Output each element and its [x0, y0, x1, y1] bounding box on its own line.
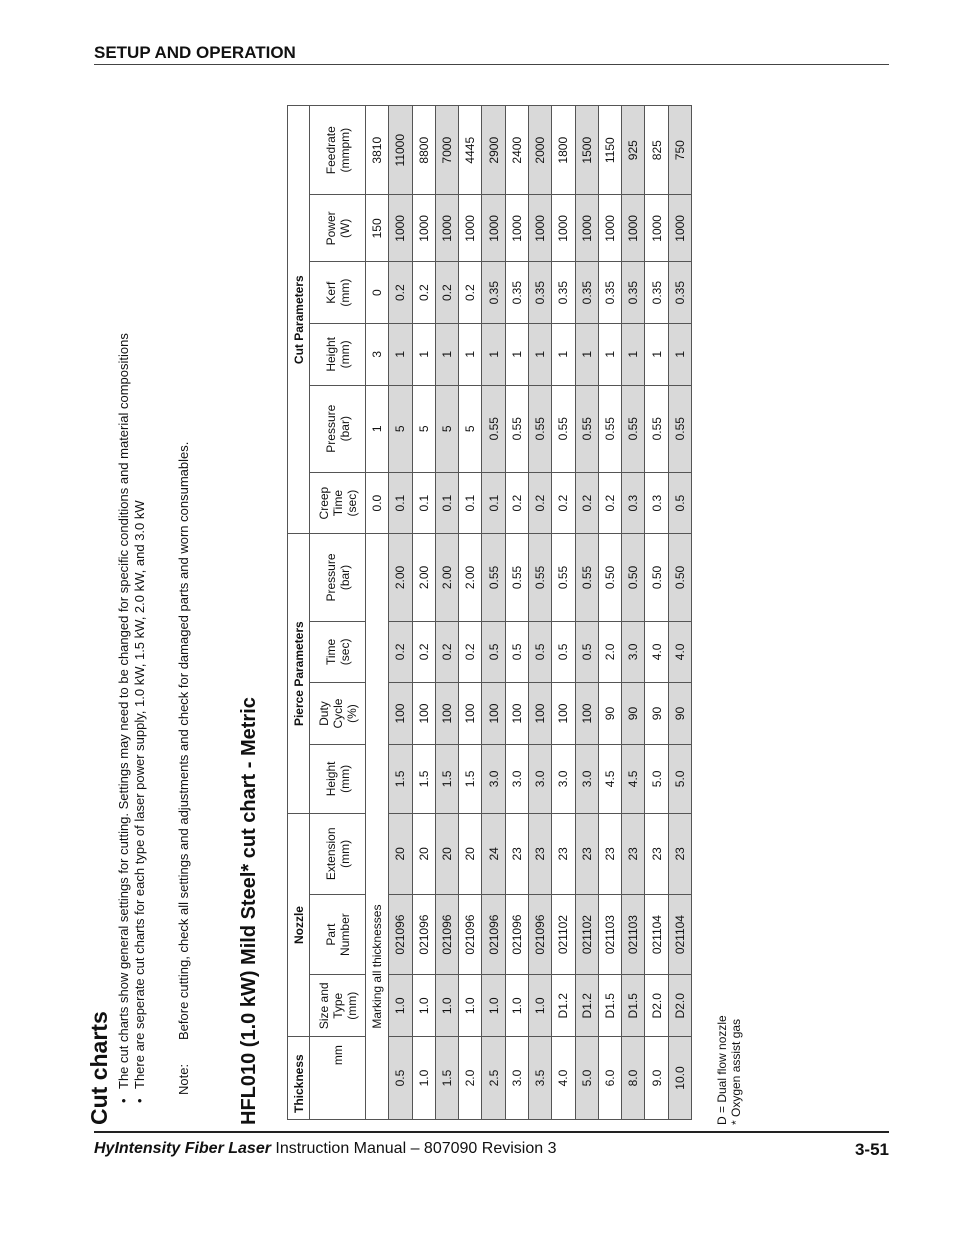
table-row	[459, 106, 482, 1120]
col-header-line: Creep	[316, 486, 331, 520]
cell-cut-height: 1	[505, 324, 528, 386]
col-header-line: (%)	[344, 704, 359, 723]
table-row	[389, 106, 412, 1120]
cell-duty-cycle: 100	[459, 683, 482, 745]
cell-size-type: 1.0	[412, 975, 435, 1037]
cell-cut-pressure: 5	[412, 385, 435, 472]
cell-feedrate: 11000	[389, 106, 412, 195]
col-header-line: Time	[323, 638, 338, 665]
cell-feedrate: 7000	[435, 106, 458, 195]
cell-power: 1000	[435, 195, 458, 262]
cell-creep-time: 0.1	[389, 472, 412, 534]
cell-pierce-pressure: 0.50	[622, 534, 645, 621]
cell-pierce-pressure: 0.55	[552, 534, 575, 621]
cell-mm: 10.0	[668, 1037, 691, 1120]
cell-pierce-height: 1.5	[459, 744, 482, 813]
cell-part-number: 021096	[528, 894, 551, 975]
cell-kerf: 0.35	[505, 262, 528, 324]
footer-brand: HyIntensity Fiber Laser	[94, 1140, 271, 1157]
col-header-line: Kerf	[323, 281, 338, 304]
col-header-line: Height	[323, 336, 338, 372]
section-title: Cut charts	[86, 1011, 112, 1125]
cell-part-number: 021096	[459, 894, 482, 975]
cell-power: 1000	[668, 195, 691, 262]
cell-feedrate: 750	[668, 106, 691, 195]
cell-pierce-time: 3.0	[622, 621, 645, 683]
cell-creep-time: 0.0	[366, 472, 389, 534]
table-row	[482, 106, 505, 1120]
cell-feedrate: 1150	[598, 106, 621, 195]
cell-pierce-time: 4.0	[668, 621, 691, 683]
cell-duty-cycle: 100	[552, 683, 575, 745]
col-header-creep-time	[310, 472, 366, 534]
cell-creep-time: 0.2	[575, 472, 598, 534]
col-header-pierce-pressure	[310, 534, 366, 621]
cell-extension: 23	[552, 813, 575, 894]
cell-duty-cycle: 90	[622, 683, 645, 745]
cell-cut-height: 1	[645, 324, 668, 386]
cell-mm: 2.5	[482, 1037, 505, 1120]
col-header-line: (W)	[337, 218, 352, 239]
cell-duty-cycle: 100	[575, 683, 598, 745]
cell-cut-pressure: 5	[435, 385, 458, 472]
cell-cut-height: 1	[622, 324, 645, 386]
cell-power: 1000	[412, 195, 435, 262]
cell-power: 1000	[482, 195, 505, 262]
cell-pierce-height: 1.5	[435, 744, 458, 813]
cell-pierce-time: 0.2	[412, 621, 435, 683]
table-row	[598, 106, 621, 1120]
cell-size-type: 1.0	[482, 975, 505, 1037]
col-header-line: Pressure	[323, 404, 338, 453]
cell-pierce-time: 0.2	[459, 621, 482, 683]
col-header-line: Height	[323, 761, 338, 797]
cell-cut-pressure: 0.55	[575, 385, 598, 472]
cell-extension: 23	[645, 813, 668, 894]
col-header-line: Type	[330, 992, 345, 1019]
cell-pierce-height: 5.0	[668, 744, 691, 813]
cell-kerf: 0.2	[459, 262, 482, 324]
cell-mm: 0.5	[389, 1037, 412, 1120]
cell-pierce-height: 3.0	[575, 744, 598, 813]
marking-label: Marking all thicknesses	[366, 534, 389, 1037]
col-header-line: Pressure	[323, 553, 338, 602]
cell-cut-pressure: 0.55	[598, 385, 621, 472]
cell-cut-height: 1	[412, 324, 435, 386]
cell-cut-pressure: 0.55	[668, 385, 691, 472]
cell-pierce-height: 3.0	[482, 744, 505, 813]
cell-cut-pressure: 0.55	[482, 385, 505, 472]
cell-cut-pressure: 0.55	[505, 385, 528, 472]
cell-size-type: D1.5	[622, 975, 645, 1037]
cell-part-number: 021096	[389, 894, 412, 975]
cell-pierce-time: 0.5	[528, 621, 551, 683]
col-header-feedrate	[310, 106, 366, 195]
col-header-duty-cycle	[310, 683, 366, 745]
cell-pierce-time: 2.0	[598, 621, 621, 683]
cell-cut-height: 1	[552, 324, 575, 386]
column-header-row	[310, 106, 366, 1120]
cell-pierce-height: 3.0	[505, 744, 528, 813]
cell-duty-cycle: 100	[389, 683, 412, 745]
cell-cut-pressure: 5	[389, 385, 412, 472]
cell-power: 1000	[505, 195, 528, 262]
cell-power: 1000	[459, 195, 482, 262]
group-header-row	[288, 106, 310, 1120]
cell-extension: 23	[528, 813, 551, 894]
cell-cut-pressure: 1	[366, 385, 389, 472]
cell-creep-time: 0.3	[622, 472, 645, 534]
group-pierce: Pierce Parameters	[288, 534, 310, 814]
footer-divider	[94, 1131, 889, 1133]
cell-feedrate: 925	[622, 106, 645, 195]
cell-duty-cycle: 100	[528, 683, 551, 745]
cell-cut-pressure: 5	[459, 385, 482, 472]
cell-kerf: 0.2	[412, 262, 435, 324]
cell-mm: 3.5	[528, 1037, 551, 1120]
footnote: D = Dual flow nozzle	[715, 1015, 729, 1125]
group-thickness: Thickness	[288, 1037, 310, 1120]
cell-cut-height: 1	[435, 324, 458, 386]
cell-power: 1000	[575, 195, 598, 262]
cell-pierce-height: 3.0	[528, 744, 551, 813]
cell-creep-time: 0.3	[645, 472, 668, 534]
cell-part-number: 021104	[645, 894, 668, 975]
col-header-line: (sec)	[337, 638, 352, 666]
cell-size-type: D1.5	[598, 975, 621, 1037]
cell-creep-time: 0.1	[412, 472, 435, 534]
col-header-pierce-time	[310, 621, 366, 683]
cell-cut-height: 1	[528, 324, 551, 386]
cell-cut-pressure: 0.55	[645, 385, 668, 472]
cell-pierce-time: 0.2	[389, 621, 412, 683]
cell-cut-pressure: 0.55	[552, 385, 575, 472]
table-row	[552, 106, 575, 1120]
cell-extension: 20	[412, 813, 435, 894]
cell-size-type: 1.0	[435, 975, 458, 1037]
cell-feedrate: 4445	[459, 106, 482, 195]
cell-part-number: 021096	[435, 894, 458, 975]
cell-mm: 4.0	[552, 1037, 575, 1120]
cell-cut-pressure: 0.55	[528, 385, 551, 472]
cell-mm: 1.0	[412, 1037, 435, 1120]
col-header-line: (bar)	[337, 416, 352, 442]
cell-mm: 3.0	[505, 1037, 528, 1120]
cell-pierce-pressure: 2.00	[412, 534, 435, 621]
table-row	[622, 106, 645, 1120]
cell-extension: 23	[598, 813, 621, 894]
cell-pierce-time: 0.5	[482, 621, 505, 683]
cell-mm: 1.5	[435, 1037, 458, 1120]
cell-kerf: 0.35	[552, 262, 575, 324]
cell-pierce-pressure: 0.50	[598, 534, 621, 621]
table-row	[575, 106, 598, 1120]
col-header-line: Cycle	[330, 698, 345, 729]
col-header-line: Power	[323, 211, 338, 246]
table-row	[528, 106, 551, 1120]
col-header-line: Extension	[323, 827, 338, 881]
header-divider	[94, 64, 889, 65]
col-header-mm	[310, 1037, 366, 1120]
cell-part-number: 021096	[482, 894, 505, 975]
cell-pierce-pressure: 0.55	[528, 534, 551, 621]
cell-size-type: D2.0	[668, 975, 691, 1037]
col-header-line: (mm)	[337, 839, 352, 868]
bullet-item: • The cut charts show general settings for cutting. Settings may need to be changed for specific conditions and material compositions	[116, 333, 132, 1103]
cell-pierce-time: 0.2	[435, 621, 458, 683]
cell-cut-height: 1	[598, 324, 621, 386]
cell-kerf: 0.35	[575, 262, 598, 324]
cell-pierce-pressure: 2.00	[389, 534, 412, 621]
cell-pierce-height: 1.5	[389, 744, 412, 813]
cell-extension: 23	[575, 813, 598, 894]
cell-power: 1000	[645, 195, 668, 262]
cell-duty-cycle: 100	[482, 683, 505, 745]
footnote: * Oxygen assist gas	[729, 1018, 743, 1125]
cell-power: 1000	[552, 195, 575, 262]
col-header-extension	[310, 813, 366, 894]
cell-pierce-pressure: 0.55	[505, 534, 528, 621]
cell-extension: 23	[668, 813, 691, 894]
cell-creep-time: 0.2	[528, 472, 551, 534]
cell-pierce-time: 4.0	[645, 621, 668, 683]
table-row	[412, 106, 435, 1120]
cell-pierce-height: 3.0	[552, 744, 575, 813]
cell-kerf: 0.35	[668, 262, 691, 324]
col-header-line: (mmpm)	[337, 127, 352, 173]
cell-duty-cycle: 90	[598, 683, 621, 745]
cell-feedrate: 3810	[366, 106, 389, 195]
col-header-size-type	[310, 975, 366, 1037]
cell-kerf: 0.35	[598, 262, 621, 324]
cell-extension: 20	[459, 813, 482, 894]
cell-size-type: 1.0	[528, 975, 551, 1037]
cell-cut-height: 1	[459, 324, 482, 386]
cell-pierce-pressure: 0.50	[668, 534, 691, 621]
cell-part-number: 021102	[575, 894, 598, 975]
cell-cut-height: 3	[366, 324, 389, 386]
cell-size-type: D2.0	[645, 975, 668, 1037]
table-row	[645, 106, 668, 1120]
cell-size-type: 1.0	[389, 975, 412, 1037]
cell-pierce-time: 0.5	[505, 621, 528, 683]
col-header-cut-pressure	[310, 385, 366, 472]
col-header-line: Duty	[316, 701, 331, 726]
cell-feedrate: 2400	[505, 106, 528, 195]
cell-kerf: 0	[366, 262, 389, 324]
cut-chart-table	[287, 105, 692, 1120]
group-cut: Cut Parameters	[288, 106, 310, 534]
intro-bullets	[116, 333, 148, 1103]
cell-cut-height: 1	[389, 324, 412, 386]
cell-extension: 20	[435, 813, 458, 894]
col-header-line: Time	[330, 489, 345, 517]
col-header-power	[310, 195, 366, 262]
note-text: Before cutting, check all settings and adjustments and check for damaged parts and worn consumables.	[176, 441, 191, 1040]
cell-kerf: 0.2	[435, 262, 458, 324]
cell-pierce-height: 4.5	[622, 744, 645, 813]
cell-power: 1000	[389, 195, 412, 262]
cell-extension: 23	[505, 813, 528, 894]
col-header-line: (mm)	[337, 278, 352, 307]
chart-title: HFL010 (1.0 kW) Mild Steel* cut chart - Metric	[238, 697, 260, 1125]
cell-part-number: 021103	[598, 894, 621, 975]
cell-duty-cycle: 90	[668, 683, 691, 745]
cell-pierce-height: 1.5	[412, 744, 435, 813]
note	[176, 442, 191, 1095]
cell-feedrate: 2000	[528, 106, 551, 195]
cell-part-number: 021104	[668, 894, 691, 975]
cell-duty-cycle: 100	[505, 683, 528, 745]
cell-creep-time: 0.1	[482, 472, 505, 534]
table-footnotes	[715, 1015, 743, 1125]
group-nozzle: Nozzle	[288, 813, 310, 1036]
table-body	[366, 106, 692, 1120]
cell-pierce-time: 0.5	[552, 621, 575, 683]
bullet-item: • There are seperate cut charts for each type of laser power supply, 1.0 kW, 1.5 kW, 2.0 kW, and 3.0 kW	[132, 333, 148, 1103]
cell-creep-time: 0.1	[459, 472, 482, 534]
col-header-line: (mm)	[337, 340, 352, 369]
cell-pierce-pressure: 0.55	[482, 534, 505, 621]
section-header: SETUP AND OPERATION	[94, 43, 296, 62]
cell-size-type: D1.2	[552, 975, 575, 1037]
cell-part-number: 021103	[622, 894, 645, 975]
cell-part-number: 021102	[552, 894, 575, 975]
col-header-line: Size and	[316, 982, 331, 1030]
note-label: Note:	[176, 1063, 191, 1095]
cell-cut-height: 1	[668, 324, 691, 386]
cell-extension: 23	[622, 813, 645, 894]
cell-extension: 20	[389, 813, 412, 894]
table-row	[435, 106, 458, 1120]
cell-mm: 9.0	[645, 1037, 668, 1120]
cell-duty-cycle: 100	[435, 683, 458, 745]
cell-power: 1000	[622, 195, 645, 262]
cell-size-type: D1.2	[575, 975, 598, 1037]
cell-cut-height: 1	[482, 324, 505, 386]
col-header-line: (sec)	[344, 489, 359, 517]
cell-power: 1000	[528, 195, 551, 262]
cell-kerf: 0.2	[389, 262, 412, 324]
col-header-kerf	[310, 262, 366, 324]
cell-feedrate: 2900	[482, 106, 505, 195]
cell-creep-time: 0.1	[435, 472, 458, 534]
cell-feedrate: 8800	[412, 106, 435, 195]
page-number: 3-51	[854, 1140, 889, 1159]
cell-pierce-height: 4.5	[598, 744, 621, 813]
cell-pierce-pressure: 0.50	[645, 534, 668, 621]
cell-duty-cycle: 90	[645, 683, 668, 745]
col-header-line: (mm)	[344, 991, 359, 1020]
col-header-cut-height	[310, 324, 366, 386]
cell-feedrate: 1800	[552, 106, 575, 195]
cell-duty-cycle: 100	[412, 683, 435, 745]
table-row	[505, 106, 528, 1120]
col-header-pierce-height	[310, 744, 366, 813]
cell-pierce-pressure: 0.55	[575, 534, 598, 621]
cell-kerf: 0.35	[528, 262, 551, 324]
col-header-part-number	[310, 894, 366, 975]
cell-creep-time: 0.2	[598, 472, 621, 534]
footer-manual	[94, 1140, 556, 1158]
cell-kerf: 0.35	[645, 262, 668, 324]
cell-pierce-pressure: 2.00	[435, 534, 458, 621]
cell-cut-height: 1	[575, 324, 598, 386]
col-header-line: (mm)	[337, 764, 352, 793]
cell-creep-time: 0.5	[668, 472, 691, 534]
cell-kerf: 0.35	[482, 262, 505, 324]
cell-mm: 5.0	[575, 1037, 598, 1120]
cell-size-type: 1.0	[459, 975, 482, 1037]
cell-power: 1000	[598, 195, 621, 262]
col-header-line: Feedrate	[323, 126, 338, 175]
cell-extension: 24	[482, 813, 505, 894]
cell-feedrate: 825	[645, 106, 668, 195]
marking-row	[366, 106, 389, 1120]
cell-feedrate: 1500	[575, 106, 598, 195]
cell-creep-time: 0.2	[505, 472, 528, 534]
cell-mm: 8.0	[622, 1037, 645, 1120]
cell-pierce-time: 0.5	[575, 621, 598, 683]
cell-pierce-height: 5.0	[645, 744, 668, 813]
col-header-line: Number	[337, 913, 352, 956]
col-header-line: mm	[330, 1045, 345, 1066]
cell-mm: 2.0	[459, 1037, 482, 1120]
cell-creep-time: 0.2	[552, 472, 575, 534]
cell-cut-pressure: 0.55	[622, 385, 645, 472]
table-row	[668, 106, 691, 1120]
footer-manual-title: Instruction Manual – 807090 Revision 3	[270, 1140, 557, 1157]
cell-part-number: 021096	[412, 894, 435, 975]
cell-mm: 6.0	[598, 1037, 621, 1120]
cell-part-number: 021096	[505, 894, 528, 975]
col-header-line: Part	[323, 923, 338, 946]
cell-size-type: 1.0	[505, 975, 528, 1037]
rotated-content	[75, 85, 905, 1130]
marking-blank	[366, 1037, 389, 1120]
col-header-line: (bar)	[337, 564, 352, 591]
cell-pierce-pressure: 2.00	[459, 534, 482, 621]
cell-power: 150	[366, 195, 389, 262]
cell-kerf: 0.35	[622, 262, 645, 324]
